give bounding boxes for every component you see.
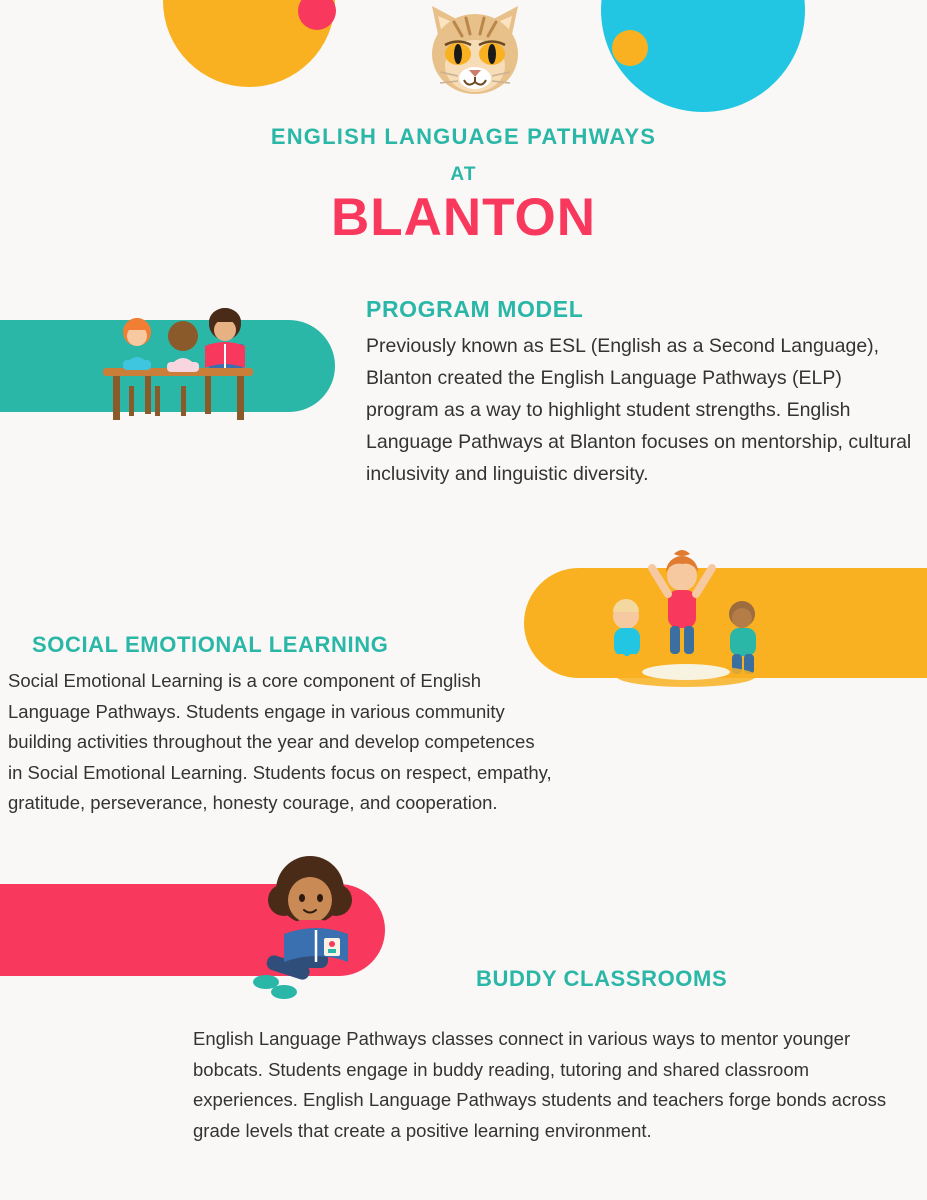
- buddy-classrooms-heading: BUDDY CLASSROOMS: [476, 966, 728, 991]
- children-reading-at-desk-illustration: [85, 286, 280, 426]
- program-model-heading: PROGRAM MODEL: [366, 296, 584, 322]
- title-line-3: BLANTON: [330, 188, 597, 247]
- bobcat-mascot-icon: [414, 0, 536, 108]
- title-line-1: ENGLISH LANGUAGE PATHWAYS: [270, 124, 657, 149]
- yellow-dot-icon: [612, 30, 648, 66]
- title-line-2: AT: [450, 164, 477, 185]
- social-emotional-learning-heading: SOCIAL EMOTIONAL LEARNING: [32, 632, 389, 657]
- buddy-classrooms-body: English Language Pathways classes connect in various ways to mentor younger bobcats. Students engage in buddy reading, tutoring and shared classroom experiences. English Language Pathways students and teachers forge bonds across grade levels that create a positive learning environment.: [193, 1028, 887, 1141]
- page-title: [0, 124, 927, 246]
- social-emotional-learning-body: Social Emotional Learning is a core component of English Language Pathways. Students engage in various community building activities throughout the year and develop competences in Social Emotional Learning. Students focus on respect, empathy, gratitude, perseverance, honesty courage, and cooperation.: [8, 670, 552, 813]
- children-playing-illustration: [590, 538, 785, 698]
- child-reading-book-illustration: [236, 852, 386, 1007]
- program-model-body: Previously known as ESL (English as a Second Language), Blanton created the English Language Pathways (ELP) program as a way to highlight student strengths. English Language Pathways at Blanton focuses on mentorship, cultural inclusivity and linguistic diversity.: [366, 335, 912, 485]
